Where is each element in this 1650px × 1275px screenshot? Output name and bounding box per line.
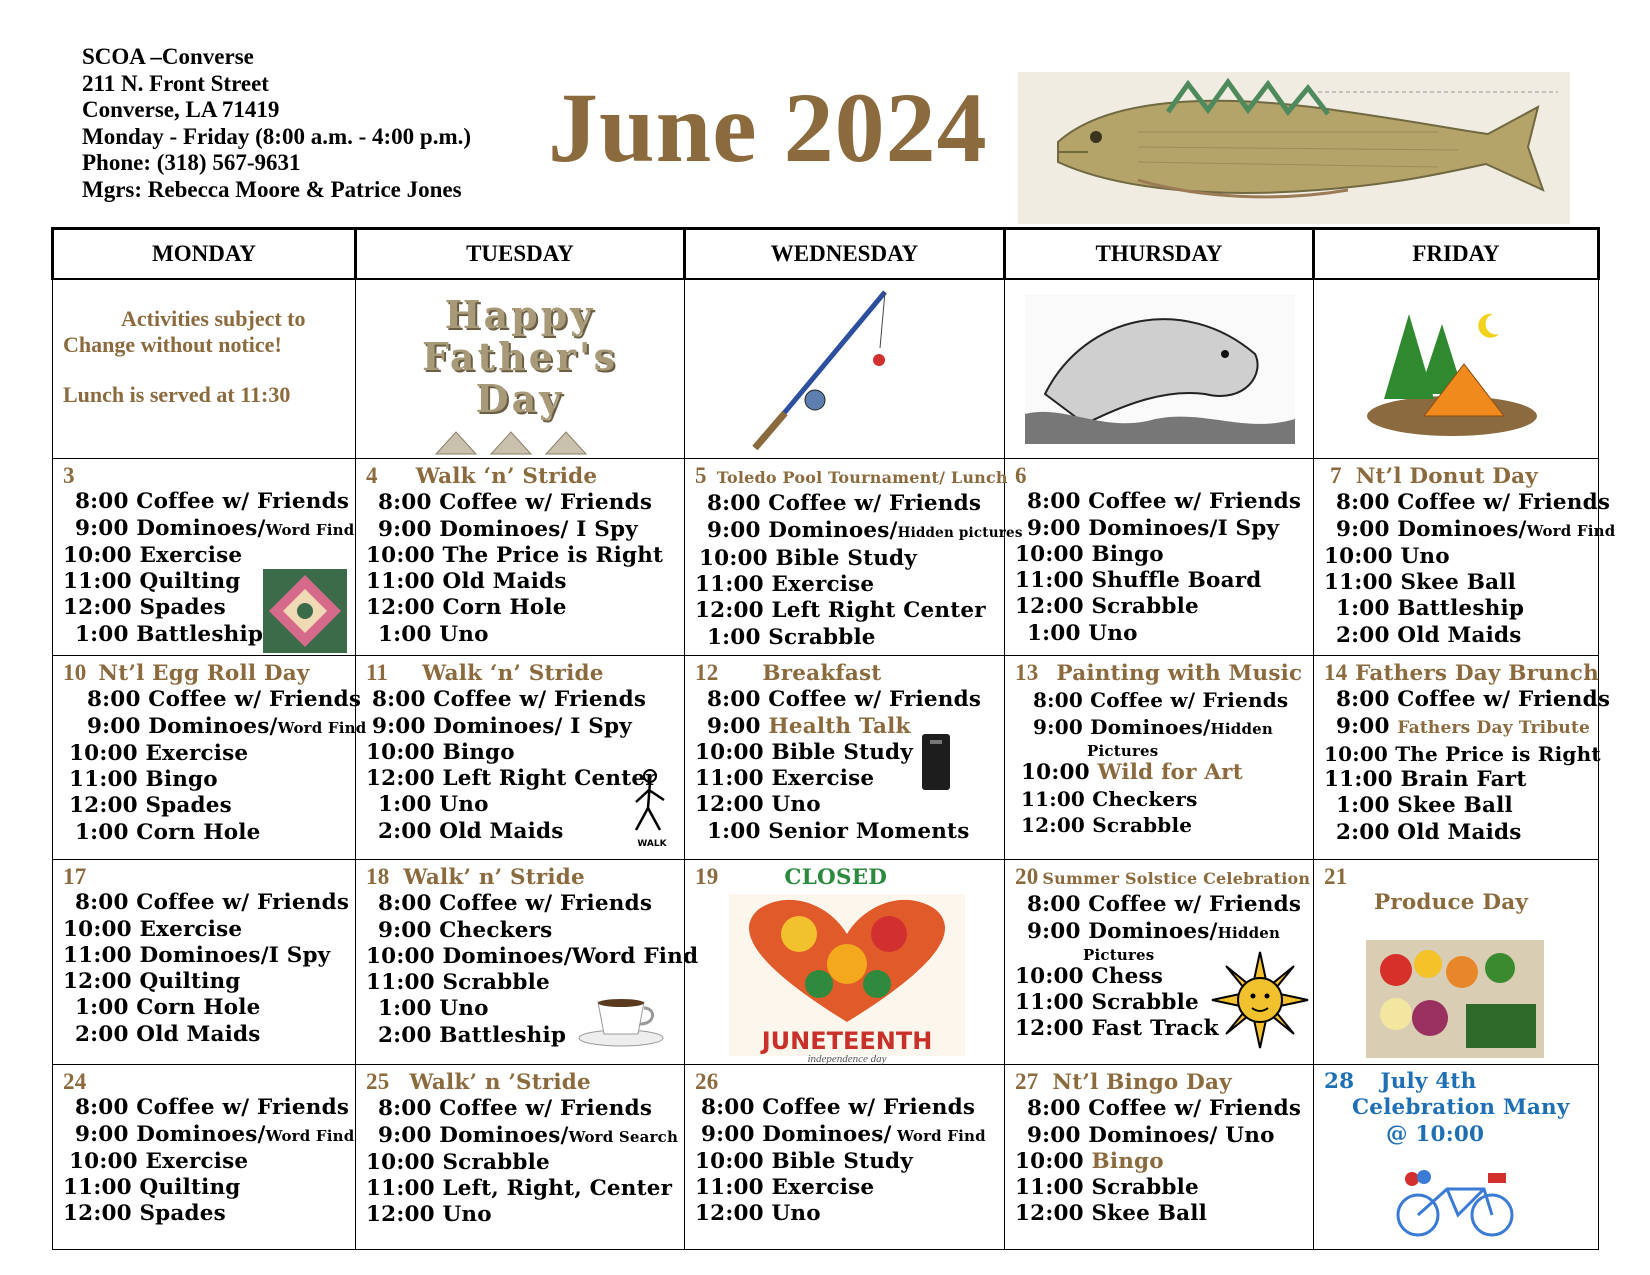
activity: 12:00 Skee Ball (1015, 1201, 1207, 1227)
day-number: 13 (1015, 660, 1039, 685)
activity-text: 9:00 Dominoes/ (707, 517, 898, 543)
activity-text: 9:00 Dominoes/ (75, 515, 266, 541)
page-title: June 2024 (548, 72, 988, 183)
activity-highlight: Bingo (1091, 1148, 1164, 1174)
activity: 8:00 Coffee w/ Friends (1336, 687, 1611, 713)
day-header (63, 660, 349, 687)
week-row-1 (53, 459, 1599, 656)
day-number: 6 (1015, 463, 1027, 488)
activity: 1:00 Uno (1027, 620, 1138, 646)
activity: 10:00 Chess (1015, 963, 1164, 989)
day-event: July 4th (1380, 1069, 1477, 1094)
activity: 11:00 Old Maids (366, 569, 567, 595)
activity (695, 517, 1023, 546)
activity: 2:00 Old Maids (378, 818, 564, 844)
day-cell-25 (356, 1065, 685, 1250)
activity-text: 9:00 Dominoes/ (1027, 918, 1218, 944)
fishing-rod-icon (745, 288, 895, 453)
fathers-day-art-cell (356, 279, 685, 459)
activity (63, 515, 355, 543)
activity-text: 9:00 Dominoes/ (1336, 516, 1527, 542)
day-cell-11 (356, 656, 685, 860)
day-cell-10 (53, 656, 367, 860)
activity: 12:00 Fast Track (1015, 1016, 1219, 1042)
activity: 11:00 Dominoes/I Spy (63, 942, 331, 968)
activity-text: 9:00 Dominoes/ (87, 713, 278, 739)
activity: 10:00 Bible Study (699, 545, 917, 571)
activity: 1:00 Skee Ball (1336, 793, 1513, 819)
day-header (366, 463, 678, 490)
day-header (366, 1069, 678, 1096)
day-event: Walk’ n’ Stride (403, 865, 585, 890)
day-cell-20 (1005, 860, 1314, 1065)
activity: 11:00 Left, Right, Center (366, 1176, 673, 1202)
juneteenth-text: JUNETEENTH (761, 1027, 933, 1055)
day-number: 12 (695, 660, 719, 685)
coffee-cup-icon (576, 988, 666, 1048)
org-city: Converse, LA 71419 (82, 97, 280, 122)
activity: 8:00 Coffee w/ Friends (1033, 688, 1289, 713)
day-header (695, 463, 1008, 491)
produce-day-label: Produce Day (1374, 890, 1529, 916)
fathers-day-art (356, 280, 684, 420)
day-cell-6 (1005, 459, 1314, 656)
notice-line-1: Activities subject to (121, 306, 306, 331)
activity-detail: Word Find (277, 718, 367, 737)
activity: 1:00 Corn Hole (75, 819, 261, 845)
day-number: 27 (1015, 1069, 1039, 1094)
day-cell-4 (356, 459, 685, 656)
activity: 10:00 Bingo (1015, 541, 1164, 567)
day-number: 28 (1324, 1069, 1355, 1094)
activity: 8:00 Coffee w/ Friends (75, 489, 350, 515)
closed-label: CLOSED (784, 865, 888, 890)
quilt-icon (263, 569, 347, 653)
activity: 10:00 Bible Study (695, 1148, 913, 1174)
activity-highlight: Fathers Day Tribute (1397, 717, 1591, 738)
day-header (1015, 864, 1311, 892)
activity (63, 713, 367, 741)
day-number: 4 (366, 463, 378, 488)
org-name: SCOA –Converse (82, 44, 254, 69)
activity: 8:00 Coffee w/ Friends (1336, 490, 1611, 516)
activity-highlight: Health Talk (768, 713, 911, 739)
day-header (1324, 1069, 1592, 1095)
day-header (1015, 1069, 1307, 1096)
activity: 12:00 Left Right Center (695, 598, 986, 624)
day-cell-5 (685, 459, 1023, 656)
day-cell-7 (1314, 459, 1616, 656)
day-number: 26 (695, 1069, 719, 1094)
day-cell-3 (53, 459, 356, 656)
day-header (366, 660, 678, 687)
camping-cell (1314, 279, 1599, 459)
activity (1015, 1149, 1307, 1175)
fishing-rod-cell (685, 279, 1005, 459)
activity-text: 9:00 Dominoes/ (75, 1121, 266, 1147)
day-header (366, 864, 678, 891)
day-cell-12 (685, 656, 1005, 860)
day-number: 7 (1330, 463, 1342, 488)
day-event: Nt’l Bingo Day (1052, 1070, 1232, 1095)
activity: 8:00 Coffee w/ Friends (378, 1096, 653, 1122)
day-header (1015, 660, 1307, 687)
activity (1015, 919, 1307, 946)
org-address: 211 N. Front Street (82, 70, 269, 96)
activity: 11:00 Scrabble (1015, 990, 1199, 1016)
activity: 9:00 Checkers (378, 917, 553, 943)
intro-row (53, 279, 1599, 459)
activity: 12:00 Spades (69, 793, 232, 819)
activity-text: 9:00 Dominoes/ (378, 1122, 569, 1148)
day-event: Walk ‘n’ Stride (415, 464, 598, 489)
art-word-2: Father's (422, 334, 618, 379)
activity-detail: Hidden (1210, 719, 1274, 738)
activity-detail: Word Find (1526, 521, 1616, 540)
activity: 8:00 Coffee w/ Friends (701, 1095, 976, 1121)
day-event: Walk ‘n’ Stride (422, 661, 604, 686)
header-wednesday: WEDNESDAY (685, 229, 1005, 280)
activity: 10:00 Bingo (366, 739, 515, 765)
day-header (695, 864, 998, 891)
activity: 8:00 Coffee w/ Friends (75, 1095, 350, 1121)
activity: 10:00 Dominoes/Word Find (366, 943, 699, 969)
day-number: 5 (695, 463, 707, 488)
org-managers: Mgrs: Rebecca Moore & Patrice Jones (82, 176, 462, 202)
fish-illustration (1018, 72, 1570, 224)
jumping-fish-icon (1025, 294, 1295, 444)
activity: 11:00 Brain Fart (1324, 767, 1527, 793)
activity: 12:00 Left Right Center (366, 766, 657, 792)
day-cell-28 (1314, 1065, 1599, 1250)
activity: 1:00 Uno (378, 792, 489, 818)
day-event: Walk’ n ’Stride (409, 1070, 591, 1095)
header-friday: FRIDAY (1314, 229, 1599, 280)
activity: 12:00 Quilting (63, 969, 241, 995)
activity: 10:00 Uno (1324, 543, 1450, 569)
activity: 8:00 Coffee w/ Friends (75, 890, 350, 916)
activity: 8:00 Coffee w/ Friends (707, 491, 982, 517)
day-event: Nt’l Donut Day (1355, 464, 1538, 489)
activity: 1:00 Uno (378, 996, 489, 1022)
activity: 2:00 Old Maids (1336, 622, 1522, 648)
activity: 2:00 Battleship (378, 1022, 567, 1048)
activity: 11:00 Exercise (695, 572, 875, 598)
org-phone: Phone: (318) 567-9631 (82, 150, 301, 175)
activity-text: 9:00 (707, 713, 769, 739)
header-thursday: THURSDAY (1005, 229, 1314, 280)
activity: 12:00 Spades (63, 1201, 226, 1227)
activity: 11:00 Quilting (63, 1175, 241, 1201)
activity: 8:00 Coffee w/ Friends (1027, 892, 1302, 918)
activity-detail: Word Find (265, 1126, 355, 1145)
activity: 12:00 Uno (695, 792, 821, 818)
activity: 11:00 Exercise (695, 766, 875, 792)
day-number: 3 (63, 463, 75, 488)
day-number: 19 (695, 864, 719, 889)
day-cell-21 (1314, 860, 1599, 1065)
activity: 1:00 Corn Hole (75, 995, 261, 1021)
activity: 12:00 Spades (63, 595, 226, 621)
day-event: Toledo Pool Tournament/ Lunch (716, 468, 1008, 487)
activity-detail: Word Find (891, 1126, 986, 1145)
activity: 10:00 Bible Study (695, 739, 913, 765)
activity: 8:00 Coffee w/ Friends (378, 891, 653, 917)
activity-text: 9:00 Dominoes/ (1033, 714, 1211, 739)
day-event-line-2: Celebration Many (1352, 1095, 1570, 1121)
activity: 1:00 Battleship (1336, 596, 1525, 622)
activity-text: 10:00 (1015, 1148, 1092, 1174)
activity: 2:00 Old Maids (1336, 819, 1522, 845)
day-number: 14 (1324, 660, 1348, 685)
walk-label: WALK (637, 839, 667, 849)
day-cell-13 (1005, 656, 1314, 860)
day-cell-27 (1005, 1065, 1314, 1250)
activity: 11:00 Scrabble (366, 970, 550, 996)
day-cell-24 (53, 1065, 356, 1250)
day-cell-26 (685, 1065, 1005, 1250)
activity (1015, 714, 1307, 742)
activity (366, 1123, 678, 1150)
art-word-3: Day (475, 376, 565, 421)
activity: 11:00 Exercise (695, 1175, 875, 1201)
day-number: 18 (366, 864, 390, 889)
day-event: Fathers Day Brunch (1355, 661, 1599, 686)
activity: 12:00 Scrabble (1021, 813, 1193, 838)
activity: 9:00 Dominoes/ I Spy (378, 516, 638, 542)
activity: 10:00 The Price is Right (1324, 741, 1601, 766)
activity: 11:00 Bingo (69, 767, 218, 793)
activity: 8:00 Coffee w/ Friends (87, 687, 362, 713)
week-row-3 (53, 860, 1599, 1065)
activity: 2:00 Old Maids (75, 1021, 261, 1047)
day-number: 24 (63, 1069, 87, 1094)
activity (1015, 760, 1307, 786)
activity: 12:00 Uno (695, 1201, 821, 1227)
activity: 1:00 Senior Moments (707, 818, 970, 844)
activity: 10:00 Exercise (63, 916, 243, 942)
activity: 10:00 The Price is Right (366, 542, 664, 568)
activity: 9:00 Dominoes/ Uno (1027, 1122, 1275, 1148)
activity-highlight: Wild for Art (1097, 759, 1243, 785)
day-number: 20 (1015, 864, 1039, 889)
activity (695, 714, 998, 740)
activity: 12:00 Uno (366, 1202, 492, 1228)
week-row-2 (53, 656, 1599, 860)
header-monday: MONDAY (53, 229, 356, 280)
day-event: Nt’l Egg Roll Day (98, 661, 310, 686)
notice-line-2: Change without notice! (63, 332, 282, 357)
activity (1324, 714, 1592, 741)
activity-text: 9:00 (1336, 713, 1398, 739)
activity-detail: Pictures (1087, 741, 1159, 760)
activity: 11:00 Quilting (63, 569, 241, 595)
produce-icon (1366, 940, 1544, 1058)
activity-detail: Pictures (1083, 945, 1155, 964)
walking-person-icon (626, 768, 678, 850)
activity: 10:00 Exercise (63, 542, 243, 568)
activity (695, 1122, 998, 1149)
header-tuesday: TUESDAY (356, 229, 685, 280)
day-cell-19 (685, 860, 1005, 1065)
activity: 10:00 Exercise (69, 1148, 249, 1174)
calendar-table (51, 227, 1616, 1250)
bible-icon (920, 732, 952, 792)
activity: 1:00 Uno (378, 621, 489, 647)
activity: 10:00 Scrabble (366, 1149, 550, 1175)
activity: 11:00 Checkers (1021, 787, 1198, 812)
day-event: Painting with Music (1056, 661, 1303, 686)
activity: 12:00 Corn Hole (366, 595, 567, 621)
sun-icon (1210, 950, 1310, 1050)
day-header (1324, 660, 1599, 687)
day-cell-18 (356, 860, 699, 1065)
activity-detail: Hidden (1217, 923, 1281, 942)
activity-detail: Word Search (568, 1127, 679, 1146)
activity: 1:00 Battleship (75, 621, 264, 647)
day-number: 17 (63, 864, 87, 889)
activity (63, 1121, 355, 1149)
org-hours: Monday - Friday (8:00 a.m. - 4:00 p.m.) (82, 123, 472, 149)
day-cell-17 (53, 860, 356, 1065)
activity: 11:00 Skee Ball (1324, 570, 1516, 596)
day-number: 11 (366, 660, 389, 685)
activity (1324, 516, 1616, 544)
activity: 11:00 Shuffle Board (1015, 568, 1262, 594)
art-word-1: Happy (444, 292, 596, 337)
activity: 8:00 Coffee w/ Friends (1027, 489, 1302, 515)
activity: 8:00 Coffee w/ Friends (378, 490, 653, 516)
day-event: Breakfast (762, 661, 882, 686)
activity: 8:00 Coffee w/ Friends (707, 687, 982, 713)
activity-detail: Word Find (265, 520, 355, 539)
activity: 8:00 Coffee w/ Friends (372, 687, 647, 713)
day-event-line-3: @ 10:00 (1386, 1121, 1485, 1147)
day-number: 25 (366, 1069, 390, 1094)
sailboats-icon (426, 430, 596, 456)
camping-tent-icon (1364, 304, 1539, 439)
activity: 9:00 Dominoes/ I Spy (372, 713, 632, 739)
activity: 12:00 Scrabble (1015, 594, 1199, 620)
activity: 10:00 Exercise (69, 740, 249, 766)
day-header (695, 660, 998, 687)
activity-detail: Hidden pictures (897, 524, 1023, 541)
activity: 11:00 Scrabble (1015, 1175, 1199, 1201)
lunch-notice: Lunch is served at 11:30 (63, 382, 291, 407)
week-row-4 (53, 1065, 1599, 1250)
notice-cell (53, 279, 356, 459)
weekday-header-row (53, 229, 1599, 280)
day-number: 21 (1324, 864, 1348, 889)
juneteenth-art (729, 894, 965, 1065)
day-event: Summer Solstice Celebration (1042, 869, 1311, 888)
activity-text: 9:00 Dominoes/ (701, 1121, 892, 1147)
day-number: 10 (63, 660, 87, 685)
activity: 9:00 Dominoes/I Spy (1027, 515, 1280, 541)
day-cell-14 (1314, 656, 1611, 860)
flower-heart-icon (729, 894, 965, 1024)
activity: 1:00 Scrabble (707, 624, 876, 650)
jumping-fish-cell (1005, 279, 1314, 459)
juneteenth-subtext: independence day (807, 1053, 887, 1065)
day-header (1324, 463, 1592, 490)
activity-text: 10:00 (1021, 759, 1098, 785)
org-info (82, 44, 471, 203)
bicycle-icon (1392, 1169, 1522, 1239)
activity: 8:00 Coffee w/ Friends (1027, 1096, 1302, 1122)
